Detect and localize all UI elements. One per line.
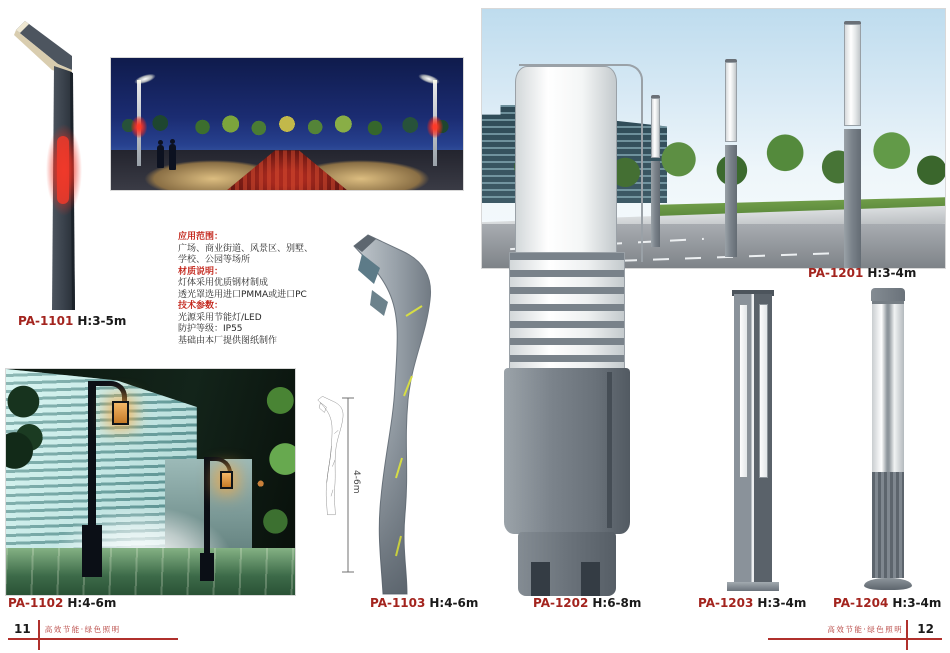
footer-right-slogan: 高效节能·绿色照明 <box>827 624 904 634</box>
spec-application-title: 应用范围： <box>178 232 224 242</box>
footer-right-divider <box>906 620 908 650</box>
plaza-person-2 <box>169 144 176 170</box>
pa-1201-pole-mid <box>725 59 737 257</box>
pa-1201-pole-shaft <box>844 129 861 269</box>
footer-left <box>8 620 178 640</box>
pa-1102-model: PA-1102 <box>8 596 64 610</box>
page-number-left: 11 <box>14 622 31 636</box>
pa-1203-light-strip <box>759 304 768 478</box>
pa-1204-diffuser <box>872 301 904 475</box>
pa-1202-base-slot <box>531 562 550 596</box>
pa-1204-base <box>864 578 912 590</box>
pa-1103-model: PA-1103 <box>370 596 426 610</box>
plaza-lamp-right <box>433 80 437 166</box>
pa-1202-label <box>533 596 641 610</box>
pa-1202-top-diffuser <box>515 66 617 254</box>
plaza-lamp-right-red <box>427 116 443 138</box>
pa-1101-height: H:3-5m <box>77 314 127 328</box>
spec-material-title: 材质说明： <box>178 266 224 277</box>
spec-tech-line: 防护等级：IP55 <box>178 324 243 334</box>
pa-1203-model: PA-1203 <box>698 596 754 610</box>
pa-1203-height: H:3-4m <box>757 596 807 610</box>
footer-right <box>768 620 942 640</box>
pa-1103-dimension-label: 4-6m <box>351 470 361 494</box>
pa-1103-product-render <box>300 228 470 598</box>
pa-1102-label <box>8 596 116 610</box>
pa-1102-lamp-shaft <box>88 381 96 529</box>
spec-material-line: 透光罩选用进口PMMA或进口PC <box>178 289 307 300</box>
pa-1203-base <box>727 582 779 591</box>
pa-1102-lantern <box>112 401 129 425</box>
pa-1202-height: H:6-8m <box>592 596 642 610</box>
pa-1102-lamp2-base <box>200 553 214 581</box>
spec-application-line: 广场、商业街道、风景区、别墅、 <box>178 243 314 254</box>
pa-1103-blue-band2 <box>370 290 388 316</box>
pa-1202-model: PA-1202 <box>533 596 589 610</box>
pa-1101-red-light <box>57 136 69 204</box>
pa-1102-tree-right <box>246 374 295 564</box>
pa-1201-pole-light-panel <box>844 24 861 126</box>
pa-1201-model: PA-1201 <box>808 266 864 280</box>
pa-1101-model: PA-1101 <box>18 314 74 328</box>
pa-1102-lamp2-shaft <box>204 457 210 553</box>
pa-1203-light-strip <box>739 304 748 478</box>
pa-1201-height: H:3-4m <box>867 266 917 280</box>
spec-material-line: 灯体采用优质钢材制成 <box>178 278 269 288</box>
pa-1201-pole-near <box>844 21 861 269</box>
plaza-trees <box>111 103 463 153</box>
pa-1204-fluted-shaft <box>872 472 904 578</box>
pa-1201-label <box>808 266 916 280</box>
pa-1203-product-render <box>720 288 786 596</box>
pa-1204-model: PA-1204 <box>833 596 889 610</box>
pa-1102-scene-photo <box>5 368 296 596</box>
plaza-person-1 <box>157 145 164 168</box>
pa-1202-ring-section <box>509 252 625 370</box>
pa-1103-label <box>370 596 478 610</box>
pa-1102-height: H:4-6m <box>67 596 117 610</box>
pa-1204-height: H:3-4m <box>892 596 942 610</box>
spec-application-line: 学校、公园等场所 <box>178 255 251 265</box>
footer-left-divider <box>38 620 40 650</box>
pa-1202-groove <box>607 372 612 528</box>
pa-1102-lamp-base <box>82 525 102 577</box>
footer-left-slogan: 高效节能·绿色照明 <box>44 624 121 634</box>
pa-1204-cap <box>871 288 905 301</box>
pa-1101-label <box>18 314 126 328</box>
pa-1204-label <box>833 596 941 610</box>
spec-tech-title: 技术参数： <box>178 301 224 311</box>
pa-1202-base-slot <box>581 562 600 596</box>
page-number-right: 12 <box>917 622 934 636</box>
pa-1103-outline-drawing <box>318 396 343 514</box>
plaza-lamp-left <box>137 80 141 166</box>
pa-1201-pole-light-panel <box>725 62 737 142</box>
pa-1201-pole-shaft <box>725 145 737 257</box>
pa-1204-product-render <box>862 288 914 598</box>
spec-tech-line: 光源采用节能灯/LED <box>178 312 262 323</box>
spec-tech-line: 基础由本厂提供图纸制作 <box>178 335 278 346</box>
pa-1102-tree-left <box>6 369 64 532</box>
pa-1103-pole-shadow <box>379 386 408 594</box>
pa-1102-lantern2 <box>220 471 233 489</box>
pa-1203-label <box>698 596 806 610</box>
pa-1103-height: H:4-6m <box>429 596 479 610</box>
plaza-night-photo <box>110 57 464 191</box>
pa-1101-product-render <box>12 18 122 318</box>
pa-1202-product-render <box>503 62 655 598</box>
